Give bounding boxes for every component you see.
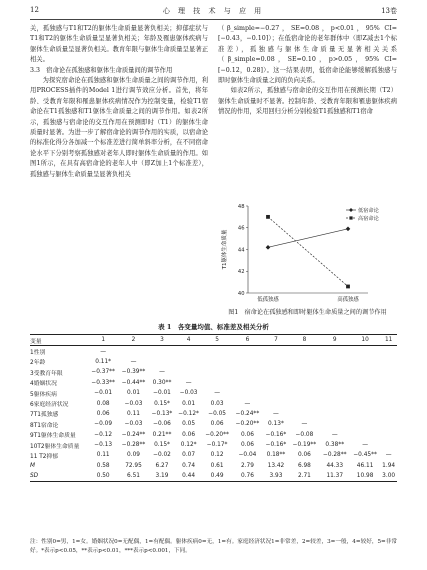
table-cell	[175, 346, 202, 357]
table-cell	[202, 346, 232, 357]
y-tick-label: 42	[237, 269, 245, 276]
table-cell: 3.00	[380, 471, 397, 482]
table-cell: 0.01	[127, 390, 140, 397]
y-axis-title: T1躯体生命质量	[222, 229, 228, 270]
table-cell: 0.11*	[95, 358, 112, 365]
table-cell: 0.11	[127, 410, 140, 417]
row-label: M	[30, 462, 36, 469]
table-cell: −0.09	[94, 421, 113, 428]
table-cell: 0.07	[182, 452, 196, 459]
row-label: 10T2躯体生命质量	[30, 443, 80, 450]
table-row	[30, 388, 397, 398]
table-cell	[380, 346, 397, 357]
table-cell: 0.11	[96, 452, 110, 459]
data-point-square	[346, 285, 350, 289]
table-cell: −0.05	[208, 410, 226, 417]
table-cell	[263, 388, 290, 398]
table-cell: 0.15*	[154, 442, 170, 449]
table-cell	[350, 398, 380, 408]
table-cell: —	[301, 421, 308, 428]
table-cell: 3.19	[149, 471, 176, 482]
series-line	[268, 217, 348, 287]
table-cell	[350, 346, 380, 357]
table-cell: −0.44**	[121, 379, 146, 386]
table-cell: 0.44	[175, 471, 202, 482]
table-cell	[320, 419, 350, 429]
table-cell	[232, 378, 262, 388]
table-cell: −0.45**	[353, 452, 377, 459]
table-cell: −0.20**	[235, 421, 260, 428]
table-cell: −0.13*	[151, 410, 173, 417]
paragraph: 关，孤独感与T1和T2的躯体生命质量显著负相关；抑郁症状与T1和T2的躯体生命质量呈显著负相关；年龄及罹患躯体疾病与躯体生命质量呈显著负相关。教育年限与躯体生命质量呈显著正相关。	[30, 25, 208, 64]
table-cell: —	[362, 442, 368, 449]
right-column	[218, 24, 397, 118]
legend-marker	[349, 216, 352, 219]
table-cell: 6.98	[297, 462, 311, 469]
table-cell	[149, 357, 176, 367]
table-cell: —	[159, 369, 165, 376]
table-cell	[320, 398, 350, 408]
table-cell	[350, 430, 380, 440]
table-cell	[320, 357, 350, 367]
column-header-8: 8	[289, 335, 319, 346]
stats-row	[30, 471, 397, 482]
table-cell	[232, 388, 262, 398]
table-cell: 13.42	[267, 462, 285, 469]
table-cell	[289, 367, 319, 377]
paragraph: 为探究宿命论在孤独感和躯体生命质量之间的调节作用，利用PROCESS插件的Model 1进行调节效应分析。首先，将年龄、受教育年限和罹患躯体疾病情况作为控制变量，检验T1宿命论在T1孤独感和T1躯体生命质量之间的调节作用。如表2所示，孤独感与宿命论的交互作用在预测即时（T1）的躯体生命质量时显著。为进一步了解宿命论的调节作用的实质，以宿命论的标准化得分各加减一个标准差进行简单斜率分析，在不同宿命论水平下分别考察孤独感对老年人即时躯体生命质量的作用。如图1所示，在具有高宿命论的老年人中（即Z加上1个标准差），孤独感与躯体生命质量呈显著负相关	[30, 77, 208, 178]
table-cell: 0.38**	[325, 442, 345, 449]
table-cell	[202, 378, 232, 388]
table-cell: −0.17*	[206, 442, 228, 449]
x-tick-label: 低孤独感	[257, 297, 279, 303]
table-cell: 0.06	[96, 410, 110, 417]
table-cell	[289, 378, 319, 388]
row-label: 5躯体疾病	[30, 391, 57, 398]
y-tick-label: 44	[237, 247, 245, 254]
table-cell: −0.12	[94, 431, 113, 438]
table-cell: 1.94	[382, 462, 396, 469]
table-cell: −0.19**	[292, 442, 317, 449]
data-point-diamond	[346, 227, 351, 232]
table-cell	[289, 398, 319, 408]
table-cell: −0.06	[153, 421, 171, 428]
column-header-3: 3	[149, 335, 176, 346]
header-rule	[30, 19, 397, 20]
table-cell: −0.37**	[91, 369, 115, 376]
table-cell	[149, 346, 176, 357]
table-cell: —	[385, 452, 392, 459]
table-cell: —	[273, 410, 279, 417]
row-label: 8T1宿命论	[30, 422, 59, 429]
table-cell: 6.51	[118, 471, 148, 482]
table-cell: 0.06	[240, 431, 254, 438]
page-header	[30, 6, 397, 18]
table-cell: 0.58	[96, 462, 110, 469]
table-cell: −0.02	[153, 452, 171, 459]
page-number: 12	[30, 6, 39, 14]
table-cell: 0.74	[182, 462, 196, 469]
table-cell: 0.08	[96, 400, 110, 407]
column-header-10: 10	[350, 335, 380, 346]
table-cell	[289, 346, 319, 357]
table-cell	[289, 388, 319, 398]
table-cell: —	[130, 358, 137, 365]
table-cell: 46.11	[356, 462, 374, 469]
table-cell	[380, 419, 397, 429]
legend-label: 高宿命论	[358, 215, 379, 222]
table-cell: 0.50	[88, 471, 118, 482]
column-header-7: 7	[263, 335, 290, 346]
table-cell	[289, 357, 319, 367]
table-row	[30, 367, 397, 377]
table-row	[30, 450, 397, 460]
table-cell: 0.61	[210, 462, 224, 469]
legend-marker	[349, 208, 353, 212]
row-label: 2年龄	[30, 360, 46, 367]
column-header-2: 2	[118, 335, 148, 346]
row-label: 4婚姻状况	[30, 381, 57, 388]
table-cell: 0.18**	[266, 452, 286, 459]
table-cell: —	[214, 390, 220, 397]
table-cell: 0.01	[182, 400, 196, 407]
table-cell	[350, 378, 380, 388]
column-header-5: 5	[202, 335, 232, 346]
journal-title: 心 理 技 术 与 应 用	[162, 7, 265, 15]
column-header-6: 6	[232, 335, 262, 346]
table-cell: —	[331, 431, 338, 438]
table-cell	[350, 409, 380, 419]
table-cell: 44.33	[326, 462, 344, 469]
series-line	[268, 229, 348, 247]
table-cell	[175, 367, 202, 377]
table-cell	[232, 357, 262, 367]
table-cell	[320, 388, 350, 398]
table-cell	[350, 357, 380, 367]
table-row	[30, 440, 397, 450]
y-tick-label: 40	[237, 290, 245, 297]
table-cell: 2.79	[240, 462, 254, 469]
row-label: SD	[30, 471, 88, 482]
table-note: 注：性别0=男，1=女。婚姻状况0=无配偶，1=有配偶。躯体疾病0=无，1=有。家庭经济状况1=非常差，2=较差，3=一般，4=较好，5=非常好。*表示p<0.05，**表示p<0.01，***表示p<0.001，下同。	[30, 539, 397, 554]
table-row	[30, 409, 397, 419]
table-cell: 0.06	[240, 442, 254, 449]
table-cell: −0.16*	[265, 431, 287, 438]
table-cell: 2.71	[289, 471, 319, 482]
table-row	[30, 357, 397, 367]
column-header-4: 4	[175, 335, 202, 346]
table-header-row	[30, 335, 397, 346]
column-header-11: 11	[380, 335, 397, 346]
table-row	[30, 398, 397, 408]
table-cell	[380, 409, 397, 419]
table-cell	[320, 346, 350, 357]
table-row	[30, 346, 397, 357]
table-cell	[380, 440, 397, 450]
table-cell: −0.01	[94, 390, 113, 397]
table-cell: 0.03	[210, 400, 224, 407]
table-cell: −0.28**	[121, 442, 146, 449]
table-cell: —	[185, 379, 192, 386]
table-cell: −0.16*	[265, 442, 287, 449]
x-tick-label: 高孤独感	[337, 297, 359, 303]
table-row	[30, 430, 397, 440]
table-cell: 0.05	[182, 421, 196, 428]
row-label: 3受教育年限	[30, 370, 63, 377]
table-cell	[320, 367, 350, 377]
table-cell: −0.20**	[205, 431, 229, 438]
table-cell	[202, 367, 232, 377]
y-tick-label: 46	[237, 225, 245, 232]
column-header-1: 1	[88, 335, 118, 346]
table-cell	[232, 367, 262, 377]
table-cell	[320, 409, 350, 419]
table-cell: −0.24**	[121, 431, 146, 438]
table-cell	[350, 419, 380, 429]
table-cell	[320, 378, 350, 388]
table-cell: 0.12	[210, 452, 224, 459]
data-point-diamond	[266, 245, 271, 250]
table-cell: −0.03	[124, 421, 143, 428]
table-caption: 表 1 各变量均值、标准差及相关分析	[158, 323, 269, 331]
table-cell	[380, 357, 397, 367]
row-label: 1性别	[30, 350, 46, 357]
table-cell	[118, 346, 148, 357]
y-tick-label: 48	[237, 203, 245, 210]
row-label: 7T1孤独感	[30, 412, 59, 419]
legend-label: 低宿命论	[358, 207, 379, 214]
table-cell: 0.15*	[154, 400, 170, 407]
table-cell	[380, 388, 397, 398]
paragraph: （β_simple=−0.27，SE=0.08，p<0.01，95% CI=[−0.43，−0.10]）；在低宿命论的老年群体中（即Z减去1个标准差），孤独感与躯体生命质量无显著相关关系（β_simple=0.08，SE=0.10，p>0.05，95% CI=[−0.12，0.28]）。这一结果表明，低宿命论能够缓解孤独感与即时躯体生命质量之间的负向关系。	[218, 25, 397, 85]
table-cell: 0.76	[232, 471, 262, 482]
table-cell	[263, 346, 290, 357]
table-cell: 0.09	[127, 452, 140, 459]
table-cell: —	[244, 400, 251, 407]
table-cell: −0.04	[238, 452, 257, 459]
row-label: 9T1躯体生命质量	[30, 433, 76, 440]
table-row	[30, 419, 397, 429]
table-cell	[350, 367, 380, 377]
left-column	[30, 24, 208, 180]
table-cell: 6.27	[155, 462, 169, 469]
section-heading: 3.3 宿命论在孤独感和躯体生命质量间的调节作用	[30, 66, 173, 74]
table-cell	[350, 388, 380, 398]
table-cell: 0.06	[210, 421, 224, 428]
table-cell	[232, 346, 262, 357]
table-cell	[289, 409, 319, 419]
table-cell: −0.24**	[235, 410, 260, 417]
table-cell: −0.03	[179, 390, 198, 397]
table-cell	[263, 367, 290, 377]
table-cell: 11.37	[320, 471, 350, 482]
paragraph: 如表2所示，孤独感与宿命论的交互作用在预测长期（T2）躯体生命质量时不显著。控制年龄、受教育年限和罹患躯体疾病情况的作用，采用回归分析分别检验T1孤独感和T1宿命	[218, 87, 397, 116]
table-cell	[380, 398, 397, 408]
table-cell	[263, 357, 290, 367]
row-label: 6家庭经济状况	[30, 402, 69, 409]
table-cell	[263, 398, 290, 408]
table-cell: 0.06	[182, 431, 196, 438]
table-cell: −0.12*	[178, 410, 199, 417]
table-cell: −0.28**	[322, 452, 347, 459]
table-cell	[380, 378, 397, 388]
table-cell	[380, 430, 397, 440]
table-cell	[263, 378, 290, 388]
table-cell: −0.33**	[91, 379, 115, 386]
table-cell: −0.01	[153, 390, 171, 397]
moderation-line-chart	[218, 200, 397, 306]
correlation-table	[30, 334, 397, 482]
table-cell	[380, 367, 397, 377]
table-cell: 3.93	[263, 471, 290, 482]
stats-row	[30, 461, 397, 471]
table-cell	[202, 357, 232, 367]
table-cell: −0.13	[94, 442, 113, 449]
table-cell: 0.06	[297, 452, 311, 459]
volume-label: 13卷	[381, 7, 397, 15]
table-row	[30, 378, 397, 388]
table-cell: 10.98	[350, 471, 380, 482]
table-cell: 0.13*	[268, 421, 284, 428]
table-cell	[175, 357, 202, 367]
table-cell: —	[100, 348, 107, 355]
data-point-square	[266, 215, 270, 219]
table-cell: 0.30**	[152, 379, 172, 386]
table-cell: −0.08	[295, 431, 314, 438]
column-header-variable: 变量	[30, 335, 88, 346]
table-cell: 0.49	[202, 471, 232, 482]
table-cell: −0.03	[124, 400, 143, 407]
table-cell: 72.95	[125, 462, 142, 469]
table-cell: 0.12*	[180, 442, 197, 449]
figure-caption: 图1 宿命论在孤独感和即时躯体生命质量之间的调节作用	[228, 309, 387, 316]
column-header-9: 9	[320, 335, 350, 346]
row-label: 11 T2抑郁	[30, 453, 59, 460]
table-cell: 0.21**	[152, 431, 172, 438]
table-cell: −0.39**	[121, 369, 146, 376]
